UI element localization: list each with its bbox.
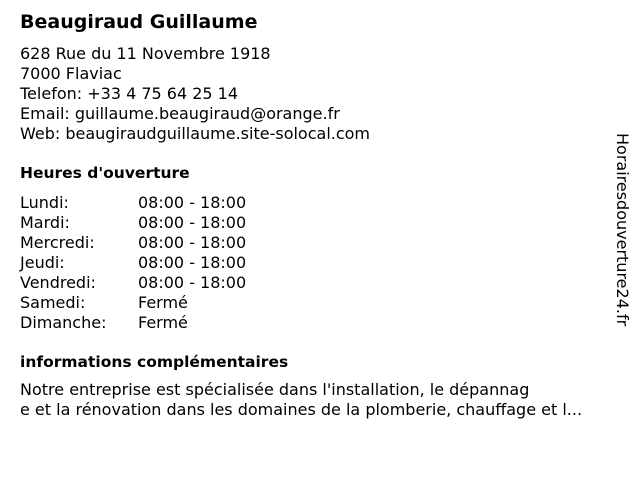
hours-heading: Heures d'ouverture (20, 164, 190, 182)
address-city: 7000 Flaviac (20, 64, 122, 83)
opening-time: 08:00 - 18:00 (138, 253, 247, 272)
hours-table (20, 193, 632, 333)
business-name: Beaugiraud Guillaume (20, 11, 258, 33)
info-line: e et la rénovation dans les domaines de la plomberie, chauffage et l... (20, 400, 583, 419)
day-label: Samedi: (20, 293, 86, 312)
hours-row-tuesday (20, 213, 632, 233)
opening-time: Fermé (138, 313, 188, 332)
day-label: Jeudi: (20, 253, 65, 272)
info-heading: informations complémentaires (20, 353, 289, 371)
phone-number: Telefon: +33 4 75 64 25 14 (20, 84, 239, 103)
hours-row-thursday (20, 253, 632, 273)
address-street: 628 Rue du 11 Novembre 1918 (20, 44, 271, 63)
hours-row-wednesday (20, 233, 632, 253)
hours-row-sunday (20, 313, 632, 333)
opening-time: 08:00 - 18:00 (138, 233, 247, 252)
day-label: Lundi: (20, 193, 69, 212)
opening-time: 08:00 - 18:00 (138, 213, 247, 232)
hours-row-saturday (20, 293, 632, 313)
email-address: Email: guillaume.beaugiraud@orange.fr (20, 104, 340, 123)
opening-time: 08:00 - 18:00 (138, 193, 247, 212)
website-address: Web: beaugiraudguillaume.site-solocal.com (20, 124, 371, 143)
hours-row-monday (20, 193, 632, 213)
day-label: Vendredi: (20, 273, 96, 292)
opening-time: Fermé (138, 293, 188, 312)
opening-time: 08:00 - 18:00 (138, 273, 247, 292)
business-card (20, 10, 632, 420)
info-line: Notre entreprise est spécialisée dans l'installation, le dépannag (20, 380, 530, 399)
site-watermark: Horairesdouverture24.fr (613, 133, 632, 327)
hours-row-friday (20, 273, 632, 293)
day-label: Mardi: (20, 213, 70, 232)
day-label: Dimanche: (20, 313, 107, 332)
info-description (20, 380, 632, 420)
day-label: Mercredi: (20, 233, 95, 252)
